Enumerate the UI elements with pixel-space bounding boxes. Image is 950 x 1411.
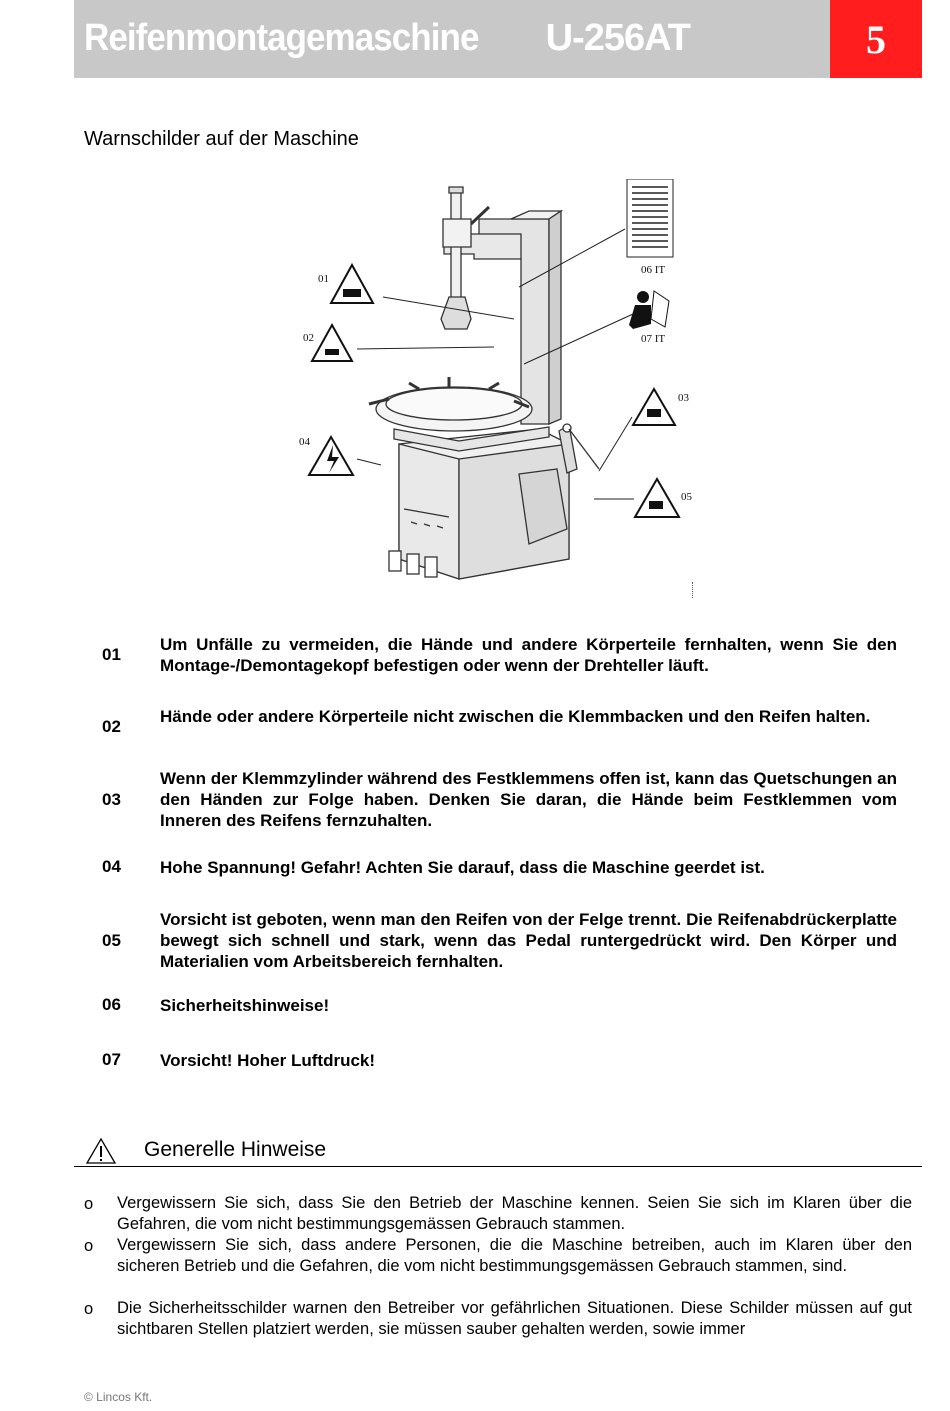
bullet-marker: o [84, 1300, 94, 1318]
section-divider [74, 1166, 922, 1167]
warning-triangle-01-icon [331, 265, 373, 303]
warning-text: Vorsicht ist geboten, wenn man den Reifen von der Felge trennt. Die Reifenabdrückerplatte bewegt sich schnell und stark, wenn das Pedal runtergedrückt wird. Den Körper und Materialien vom Arbeitsbereich fernhalten. [160, 910, 897, 971]
page-number: 5 [830, 0, 922, 78]
warning-number: 07 [102, 1050, 121, 1069]
figure-label-04: 04 [299, 436, 310, 448]
section-title: Warnschilder auf der Maschine [84, 128, 359, 150]
copyright-footer: © Lincos Kft. [84, 1390, 153, 1404]
warning-triangle-05-icon [635, 479, 679, 517]
machine-warning-label-diagram [299, 179, 694, 581]
document-title: Reifenmontagemaschine [84, 17, 479, 59]
warning-number: 04 [102, 857, 121, 876]
warning-triangle-02-icon [312, 325, 352, 361]
figure-label-02: 02 [303, 332, 314, 344]
list-item-text: Vergewissern Sie sich, dass andere Personen, die die Maschine betreiben, auch im Klaren über den sicheren Betrieb und die Gefahren, die vom nicht bestimmungsgemässen Gebrauch stammen, sind. [117, 1236, 912, 1275]
bullet-marker: o [84, 1195, 94, 1213]
general-notes-title: Generelle Hinweise [144, 1138, 327, 1161]
model-number: U-256AT [545, 17, 690, 59]
list-item-text: Vergewissern Sie sich, dass Sie den Betrieb der Maschine kennen. Seien Sie sich im Klaren über die Gefahren, die vom nicht bestimmungsgemässen Gebrauch stammen. [117, 1194, 912, 1233]
bullet-marker: o [84, 1237, 94, 1255]
warning-text: Hände oder andere Körperteile nicht zwischen die Klemmbacken und den Reifen halten. [160, 707, 871, 726]
figure-label-05: 05 [681, 491, 692, 503]
page-header [74, 0, 922, 78]
air-pressure-person-icon [629, 291, 669, 329]
warning-text: Wenn der Klemmzylinder während des Festklemmens offen ist, kann das Quetschungen an den Händen zur Folge haben. Denken Sie daran, die Hände beim Festklemmen vom Inneren des Reifens fernzuhalten. [160, 769, 897, 830]
warning-text: Sicherheitshinweise! [160, 996, 330, 1015]
warning-text: Hohe Spannung! Gefahr! Achten Sie darauf, dass die Maschine geerdet ist. [160, 858, 765, 877]
warning-icon [85, 1137, 117, 1165]
warning-number: 03 [102, 790, 121, 809]
figure-label-01: 01 [318, 273, 329, 285]
manual-document-icon [627, 179, 673, 257]
warning-number: 02 [102, 717, 121, 736]
list-item-text: Die Sicherheitsschilder warnen den Betreiber vor gefährlichen Situationen. Diese Schilder müssen auf gut sichtbaren Stellen platziert werden, sie müssen sauber gehalten werden, sowie immer [117, 1299, 912, 1338]
figure-label-06: 06 IT [641, 264, 666, 276]
warning-number: 01 [102, 645, 121, 664]
figure-dotted-mark [692, 582, 693, 598]
figure-label-07: 07 IT [641, 333, 666, 345]
header-bar [74, 0, 830, 78]
warning-number: 06 [102, 995, 121, 1014]
warning-number: 05 [102, 931, 121, 950]
warning-text: Vorsicht! Hoher Luftdruck! [160, 1051, 376, 1070]
figure-label-03: 03 [678, 392, 689, 404]
warning-triangle-03-icon [633, 389, 675, 425]
warning-text: Um Unfälle zu vermeiden, die Hände und andere Körperteile fernhalten, wenn Sie den Montage-/Demontagekopf befestigen oder wenn der Drehteller läuft. [160, 635, 897, 675]
